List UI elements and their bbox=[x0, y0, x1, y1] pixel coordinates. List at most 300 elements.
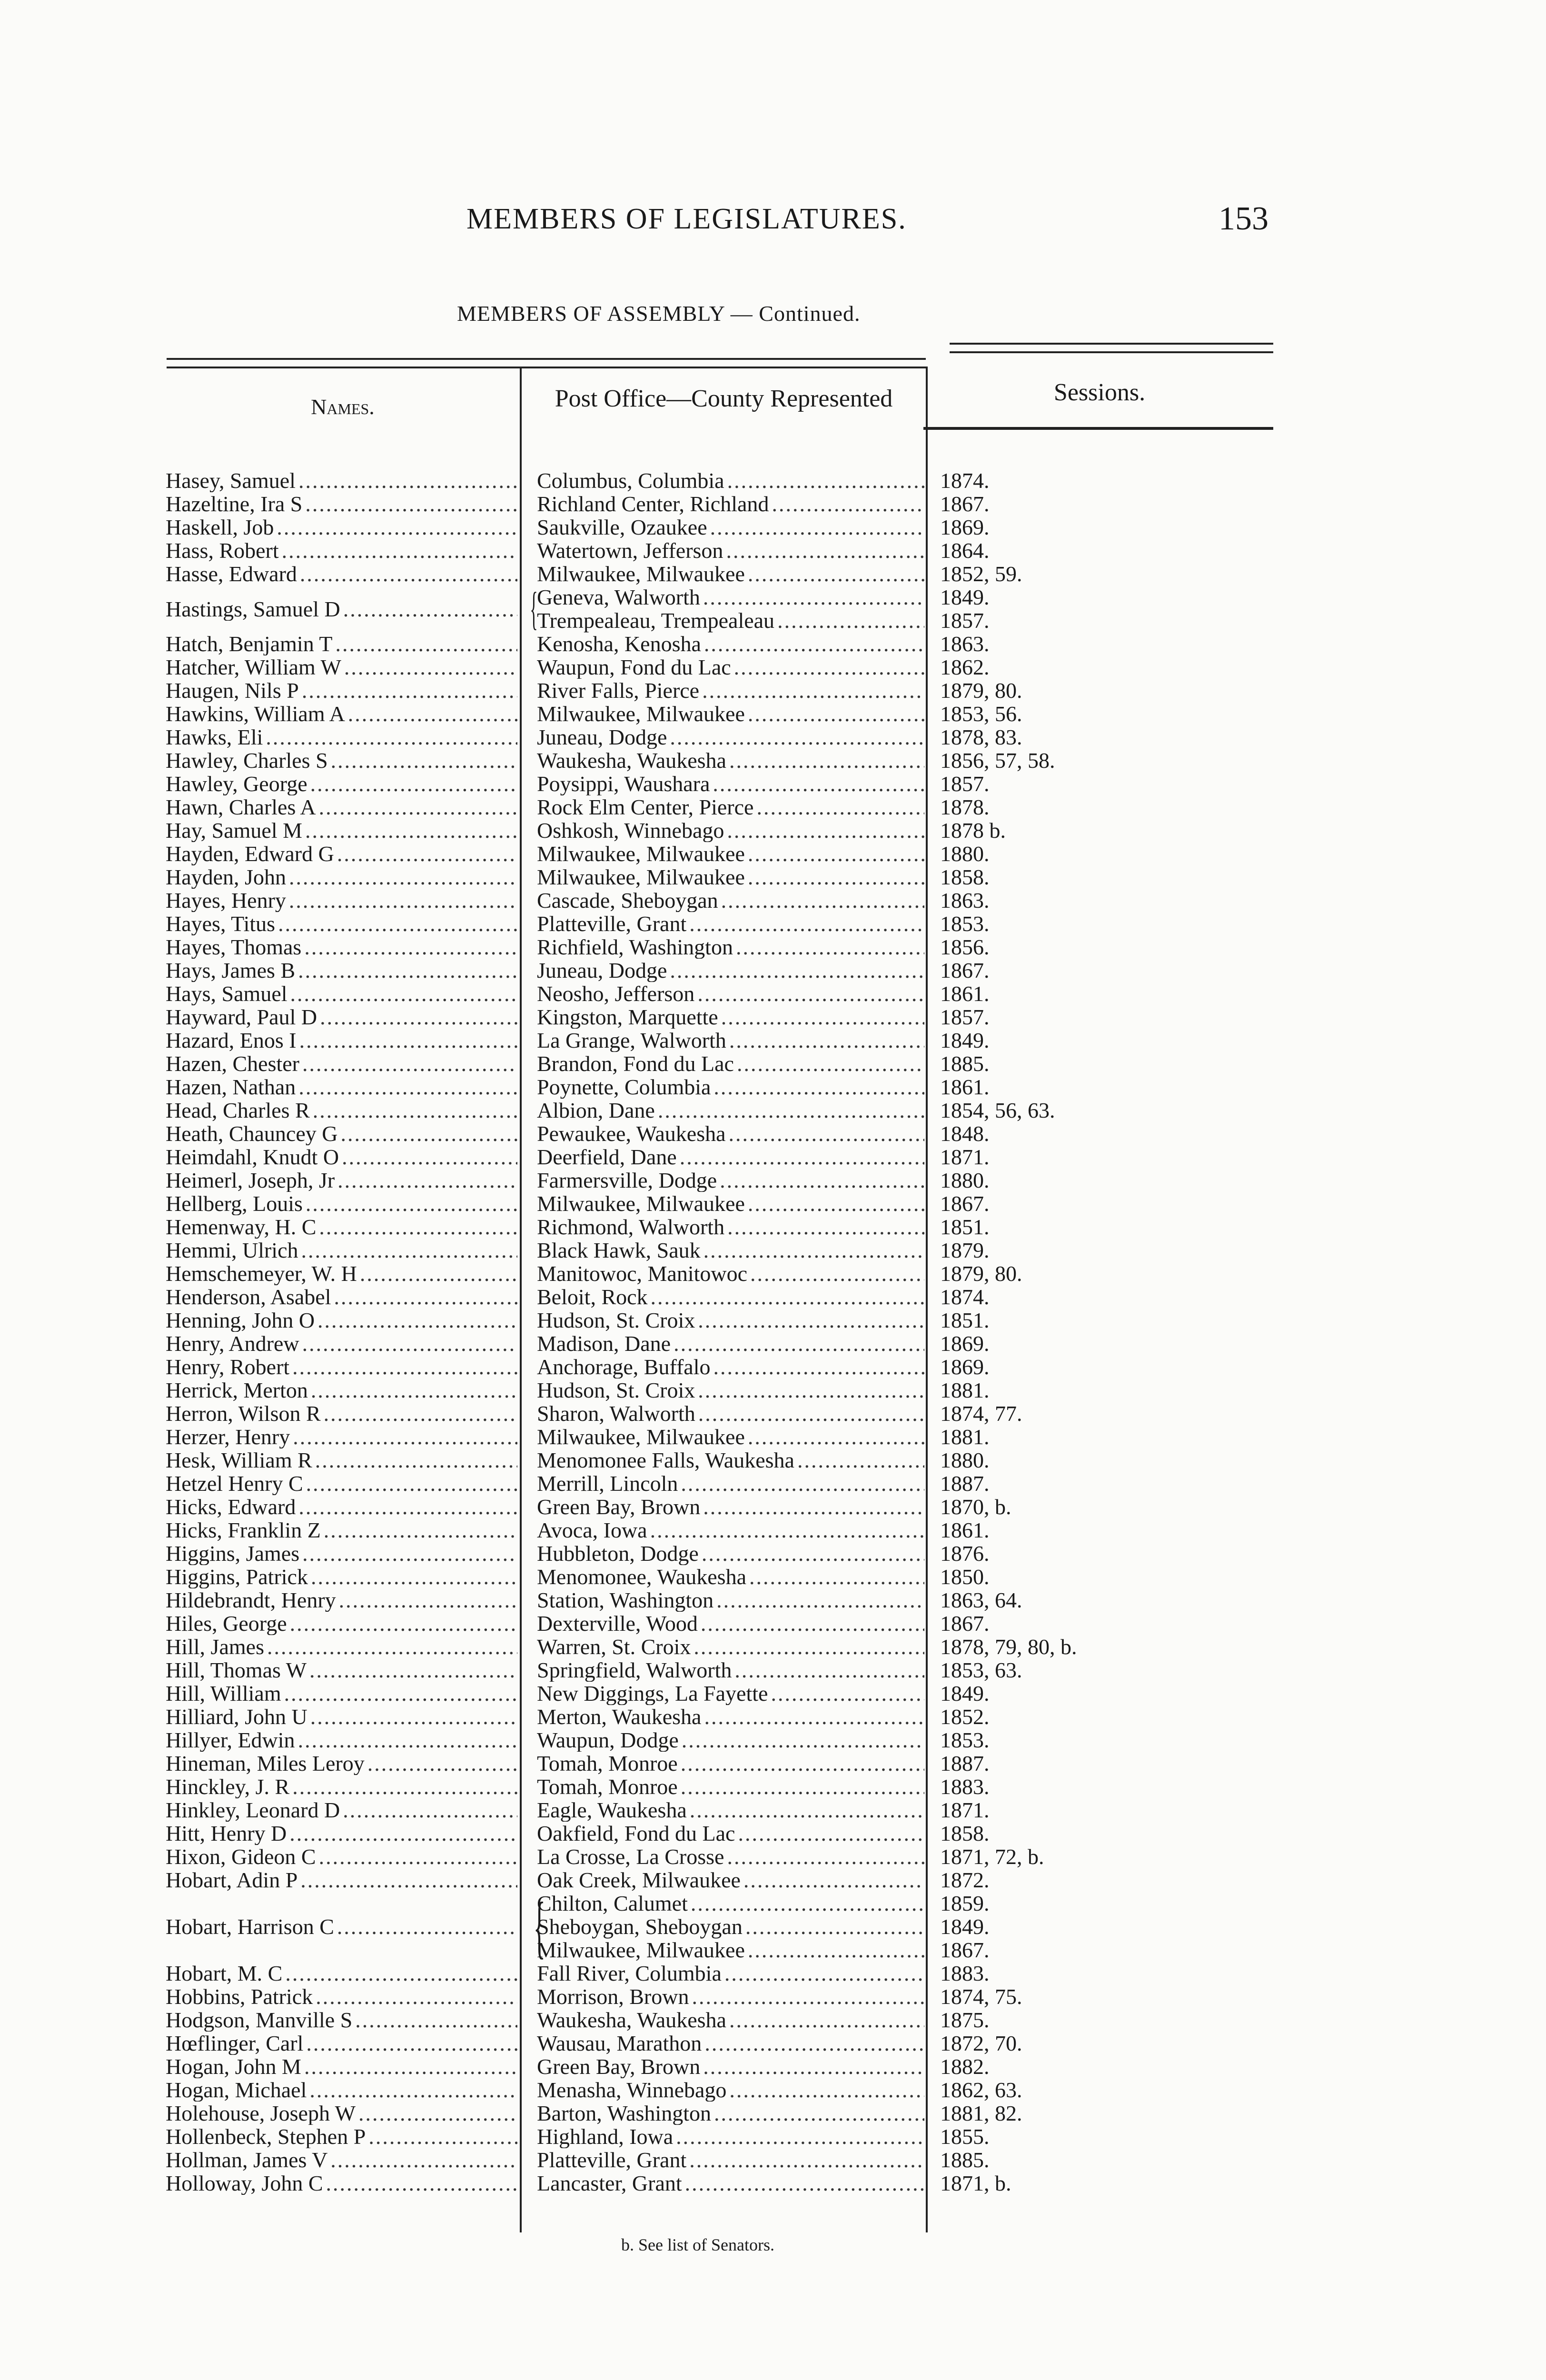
sessions-cell bbox=[940, 1169, 1178, 1192]
dot-leader bbox=[777, 609, 924, 632]
member-name-cell bbox=[166, 702, 520, 725]
dot-leader bbox=[676, 2125, 924, 2148]
sessions-cell bbox=[940, 585, 1178, 632]
column-header-post-office: Post Office—County Represented bbox=[555, 385, 893, 412]
post-office-county: Milwaukee, Milwaukee bbox=[537, 1938, 745, 1962]
post-office-cell bbox=[537, 1962, 927, 1985]
post-office-county: Saukville, Ozaukee bbox=[537, 516, 707, 539]
dot-leader bbox=[316, 1985, 517, 2008]
session-years: 1848. bbox=[940, 1122, 990, 1145]
member-name: Hazard, Enos I bbox=[166, 1029, 297, 1052]
dot-leader bbox=[337, 842, 517, 865]
dot-leader bbox=[284, 1682, 517, 1705]
sessions-cell bbox=[940, 935, 1178, 959]
member-name: Hinkley, Leonard D bbox=[166, 1798, 340, 1822]
sessions-cell bbox=[940, 1285, 1178, 1309]
post-office-cell bbox=[537, 865, 927, 889]
session-years: 1871, b. bbox=[940, 2172, 1011, 2195]
table-row bbox=[0, 1542, 1546, 1565]
grouping-brace: { bbox=[533, 1888, 545, 1965]
table-row bbox=[0, 469, 1546, 492]
post-office-county: Morrison, Brown bbox=[537, 1985, 689, 2008]
session-years: 1874. bbox=[940, 1285, 990, 1309]
dot-leader bbox=[681, 1472, 924, 1495]
member-name: Hayden, John bbox=[166, 865, 286, 889]
table-row bbox=[0, 1728, 1546, 1752]
member-name: Hitt, Henry D bbox=[166, 1822, 287, 1845]
session-years: 1887. bbox=[940, 1472, 990, 1495]
session-years: 1856. bbox=[940, 935, 990, 959]
post-office-cell bbox=[537, 2032, 927, 2055]
session-years: 1854, 56, 63. bbox=[940, 1099, 1055, 1122]
post-office-line bbox=[537, 469, 927, 492]
session-years: 1857. bbox=[940, 608, 990, 632]
dot-leader bbox=[729, 2078, 924, 2102]
top-double-rule-left bbox=[167, 358, 926, 368]
post-office-county: Farmersville, Dodge bbox=[537, 1169, 717, 1192]
post-office-county: Hudson, St. Croix bbox=[537, 1378, 695, 1402]
dot-leader bbox=[714, 2102, 924, 2125]
sessions-cell bbox=[940, 1845, 1178, 1868]
post-office-line bbox=[537, 1029, 927, 1052]
dot-leader bbox=[324, 1518, 517, 1542]
dot-leader bbox=[704, 1705, 924, 1728]
dot-leader bbox=[344, 655, 517, 679]
post-office-line bbox=[537, 1705, 927, 1728]
member-name: Heimdahl, Knudt O bbox=[166, 1145, 339, 1169]
post-office-county: Poysippi, Waushara bbox=[537, 772, 710, 795]
session-years: 1871, 72, b. bbox=[940, 1845, 1044, 1868]
post-office-cell bbox=[537, 516, 927, 539]
post-office-line bbox=[537, 982, 927, 1005]
sessions-cell bbox=[940, 469, 1178, 492]
post-office-county: Highland, Iowa bbox=[537, 2125, 674, 2148]
session-years: 1878 b. bbox=[940, 819, 1006, 842]
dot-leader bbox=[302, 1542, 517, 1565]
sessions-cell bbox=[940, 1145, 1178, 1169]
dot-leader bbox=[277, 516, 517, 539]
post-office-county: Richfield, Washington bbox=[537, 935, 733, 959]
table-row bbox=[0, 516, 1546, 539]
table-row bbox=[0, 2125, 1546, 2148]
member-name-cell bbox=[166, 562, 520, 585]
sessions-cell bbox=[940, 1075, 1178, 1099]
dot-leader bbox=[306, 2032, 517, 2055]
post-office-line bbox=[537, 1542, 927, 1565]
member-name-cell bbox=[166, 725, 520, 749]
session-years: 1851. bbox=[940, 1309, 990, 1332]
dot-leader bbox=[721, 1005, 924, 1029]
sessions-cell bbox=[940, 516, 1178, 539]
dot-leader bbox=[335, 632, 517, 655]
dot-leader bbox=[771, 1682, 924, 1705]
table-row bbox=[0, 1192, 1546, 1215]
session-years: 1855. bbox=[940, 2125, 990, 2148]
member-name: Hodgson, Manville S bbox=[166, 2008, 353, 2032]
member-name: Henning, John O bbox=[166, 1309, 315, 1332]
dot-leader bbox=[334, 1285, 517, 1309]
post-office-line bbox=[537, 1775, 927, 1798]
sessions-cell bbox=[940, 912, 1178, 935]
member-name-cell bbox=[166, 795, 520, 819]
post-office-county: Rock Elm Center, Pierce bbox=[537, 795, 754, 819]
post-office-county: Dexterville, Wood bbox=[537, 1612, 698, 1635]
member-name-cell bbox=[166, 1378, 520, 1402]
post-office-county: Hubbleton, Dodge bbox=[537, 1542, 699, 1565]
table-row bbox=[0, 1985, 1546, 2008]
sessions-cell bbox=[940, 842, 1178, 865]
post-office-line bbox=[537, 935, 927, 959]
dot-leader bbox=[689, 912, 924, 935]
sessions-cell bbox=[940, 2078, 1178, 2102]
post-office-county: Fall River, Columbia bbox=[537, 1962, 722, 1985]
dot-leader bbox=[300, 1868, 517, 1892]
dot-leader bbox=[674, 1332, 924, 1355]
post-office-line bbox=[537, 1845, 927, 1868]
table-row bbox=[0, 1565, 1546, 1588]
dot-leader bbox=[305, 819, 517, 842]
post-office-line bbox=[537, 2172, 927, 2195]
session-years: 1878, 83. bbox=[940, 725, 1022, 749]
post-office-cell bbox=[537, 749, 927, 772]
table-row bbox=[0, 1705, 1546, 1728]
table-row bbox=[0, 982, 1546, 1005]
member-name: Hazen, Nathan bbox=[166, 1075, 296, 1099]
post-office-cell bbox=[537, 1425, 927, 1448]
member-name: Hill, James bbox=[166, 1635, 264, 1658]
dot-leader bbox=[298, 959, 517, 982]
dot-leader bbox=[701, 1612, 924, 1635]
table-row bbox=[0, 1635, 1546, 1658]
post-office-county: Sheboygan, Sheboygan bbox=[537, 1914, 743, 1939]
sessions-cell bbox=[940, 2008, 1178, 2032]
dot-leader bbox=[267, 1635, 517, 1658]
post-office-cell bbox=[537, 1472, 927, 1495]
member-name: Herrick, Merton bbox=[166, 1378, 308, 1402]
member-name-cell bbox=[166, 889, 520, 912]
member-name-cell bbox=[166, 1775, 520, 1798]
post-office-cell bbox=[537, 959, 927, 982]
dot-leader bbox=[360, 1262, 517, 1285]
member-name-cell bbox=[166, 1285, 520, 1309]
dot-leader bbox=[756, 795, 924, 819]
sessions-cell bbox=[940, 795, 1178, 819]
post-office-county: Anchorage, Buffalo bbox=[537, 1355, 711, 1378]
dot-leader bbox=[293, 1425, 517, 1448]
member-name: Hayden, Edward G bbox=[166, 842, 334, 865]
post-office-cell bbox=[537, 2055, 927, 2078]
dot-leader bbox=[729, 749, 924, 772]
member-name-cell bbox=[166, 516, 520, 539]
sessions-cell bbox=[940, 2172, 1178, 2195]
sessions-cell bbox=[940, 1448, 1178, 1472]
post-office-county: Albion, Dane bbox=[537, 1099, 655, 1122]
member-name: Hayes, Thomas bbox=[166, 935, 302, 959]
table-row bbox=[0, 583, 1546, 635]
member-name-cell bbox=[166, 1472, 520, 1495]
dot-leader bbox=[716, 1588, 924, 1612]
post-office-cell bbox=[537, 1169, 927, 1192]
post-office-county: Deerfield, Dane bbox=[537, 1145, 677, 1169]
session-years: 1878, 79, 80, b. bbox=[940, 1635, 1077, 1658]
post-office-county: Sharon, Walworth bbox=[537, 1402, 695, 1425]
post-office-line bbox=[537, 1309, 927, 1332]
session-years: 1867. bbox=[940, 1192, 990, 1215]
member-name: Holloway, John C bbox=[166, 2172, 323, 2195]
sessions-cell bbox=[940, 1518, 1178, 1542]
dot-leader bbox=[743, 1868, 924, 1892]
dot-leader bbox=[302, 1332, 517, 1355]
member-name-cell bbox=[166, 1005, 520, 1029]
post-office-line bbox=[537, 1798, 927, 1822]
post-office-cell bbox=[537, 1215, 927, 1239]
post-office-cell bbox=[537, 1029, 927, 1052]
table-row bbox=[0, 1099, 1546, 1122]
dot-leader bbox=[748, 562, 924, 585]
post-office-line bbox=[537, 819, 927, 842]
member-name-cell bbox=[166, 469, 520, 492]
post-office-cell bbox=[537, 982, 927, 1005]
session-years: 1862, 63. bbox=[940, 2078, 1022, 2102]
table-row bbox=[0, 2172, 1546, 2195]
member-name: Hilliard, John U bbox=[166, 1705, 307, 1728]
session-years: 1862. bbox=[940, 655, 990, 679]
sessions-cell bbox=[940, 865, 1178, 889]
member-name-cell bbox=[166, 1635, 520, 1658]
post-office-county: Green Bay, Brown bbox=[537, 2055, 701, 2078]
member-name-cell bbox=[166, 1542, 520, 1565]
post-office-line bbox=[537, 1332, 927, 1355]
dot-leader bbox=[289, 865, 517, 889]
dot-leader bbox=[341, 1122, 518, 1145]
post-office-cell bbox=[537, 1402, 927, 1425]
table-row bbox=[0, 1775, 1546, 1798]
post-office-cell bbox=[537, 1868, 927, 1892]
sessions-cell bbox=[940, 492, 1178, 516]
member-name: Hobbins, Patrick bbox=[166, 1985, 313, 2008]
table-row bbox=[0, 1075, 1546, 1099]
sessions-cell bbox=[940, 1402, 1178, 1425]
post-office-line bbox=[537, 1262, 927, 1285]
post-office-cell bbox=[530, 583, 927, 635]
member-name: Hineman, Miles Leroy bbox=[166, 1752, 365, 1775]
member-name-cell bbox=[166, 1682, 520, 1705]
dot-leader bbox=[698, 1378, 924, 1402]
session-years: 1872. bbox=[940, 1868, 990, 1892]
post-office-line bbox=[537, 1378, 927, 1402]
post-office-cell bbox=[537, 1658, 927, 1682]
session-years: 1856, 57, 58. bbox=[940, 749, 1055, 772]
dot-leader bbox=[301, 1239, 518, 1262]
session-years: 1852. bbox=[940, 1705, 990, 1728]
table-row bbox=[0, 1122, 1546, 1145]
member-name-cell bbox=[166, 1169, 520, 1192]
dot-leader bbox=[697, 982, 924, 1005]
post-office-county: Lancaster, Grant bbox=[537, 2172, 682, 2195]
session-years: 1874. bbox=[940, 469, 990, 492]
table-row bbox=[0, 1355, 1546, 1378]
member-name-cell bbox=[166, 1355, 520, 1378]
post-office-cell bbox=[537, 842, 927, 865]
post-office-county: Geneva, Walworth bbox=[537, 585, 700, 609]
member-name: Hiles, George bbox=[166, 1612, 287, 1635]
member-name: Hawks, Eli bbox=[166, 725, 263, 749]
member-name: Higgins, James bbox=[166, 1542, 300, 1565]
dot-leader bbox=[315, 1448, 517, 1472]
member-name-cell bbox=[166, 1099, 520, 1122]
member-name-cell bbox=[166, 1612, 520, 1635]
post-office-line bbox=[537, 1052, 927, 1075]
post-office-line bbox=[537, 1075, 927, 1099]
post-office-line bbox=[537, 679, 927, 702]
post-office-line bbox=[537, 1355, 927, 1378]
sessions-cell bbox=[940, 1892, 1178, 1962]
table-row bbox=[0, 1169, 1546, 1192]
session-years: 1867. bbox=[940, 959, 990, 982]
post-office-county: Waukesha, Waukesha bbox=[537, 2008, 726, 2032]
dot-leader bbox=[685, 2172, 924, 2195]
session-years: 1871. bbox=[940, 1798, 990, 1822]
session-years: 1870, b. bbox=[940, 1495, 1011, 1518]
dot-leader bbox=[319, 1215, 517, 1239]
post-office-line bbox=[537, 1518, 927, 1542]
post-office-cell bbox=[537, 1612, 927, 1635]
sessions-cell bbox=[940, 1822, 1178, 1845]
sessions-cell bbox=[940, 1122, 1178, 1145]
member-name: Hays, James B bbox=[166, 959, 296, 982]
post-office-cell bbox=[537, 1565, 927, 1588]
post-office-cell bbox=[537, 772, 927, 795]
post-office-cell bbox=[537, 1192, 927, 1215]
session-years: 1858. bbox=[940, 865, 990, 889]
post-office-cell bbox=[537, 1239, 927, 1262]
member-name-cell bbox=[166, 1495, 520, 1518]
dot-leader bbox=[748, 1425, 924, 1448]
session-years: 1880. bbox=[940, 1448, 990, 1472]
table-row bbox=[0, 679, 1546, 702]
table-row bbox=[0, 865, 1546, 889]
post-office-cell bbox=[537, 1798, 927, 1822]
sessions-cell bbox=[940, 772, 1178, 795]
dot-leader bbox=[681, 1752, 924, 1775]
post-office-county: Merton, Waukesha bbox=[537, 1705, 702, 1728]
post-office-line bbox=[537, 1658, 927, 1682]
member-name: Hatch, Benjamin T bbox=[166, 632, 333, 655]
dot-leader bbox=[339, 1588, 517, 1612]
post-office-county: Kenosha, Kenosha bbox=[537, 632, 701, 655]
post-office-cell bbox=[537, 1775, 927, 1798]
member-name: Hetzel Henry C bbox=[166, 1472, 303, 1495]
post-office-county: Trempealeau, Trempealeau bbox=[537, 608, 775, 633]
post-office-county: Merrill, Lincoln bbox=[537, 1472, 678, 1495]
dot-leader bbox=[702, 1542, 924, 1565]
table-row bbox=[0, 1682, 1546, 1705]
table-row bbox=[0, 702, 1546, 725]
sessions-cell bbox=[940, 725, 1178, 749]
post-office-cell bbox=[537, 1705, 927, 1728]
post-office-cell bbox=[537, 819, 927, 842]
dot-leader bbox=[330, 2148, 517, 2172]
dot-leader bbox=[703, 585, 924, 609]
dot-leader bbox=[368, 2125, 517, 2148]
dot-leader bbox=[691, 1892, 924, 1915]
post-office-line bbox=[537, 516, 927, 539]
member-name-cell bbox=[166, 655, 520, 679]
post-office-cell bbox=[537, 1518, 927, 1542]
sessions-cell bbox=[940, 1658, 1178, 1682]
sessions-cell bbox=[940, 959, 1178, 982]
session-years: 1882. bbox=[940, 2055, 990, 2078]
dot-leader bbox=[298, 1728, 517, 1752]
table-row bbox=[0, 1029, 1546, 1052]
post-office-cell bbox=[537, 1355, 927, 1378]
member-name-cell bbox=[166, 1658, 520, 1682]
post-office-line bbox=[537, 2125, 927, 2148]
post-office-cell bbox=[537, 2148, 927, 2172]
member-name: Hayes, Henry bbox=[166, 889, 286, 912]
post-office-line bbox=[537, 1239, 927, 1262]
post-office-line bbox=[537, 1752, 927, 1775]
dot-leader bbox=[310, 1705, 517, 1728]
post-office-county: Richmond, Walworth bbox=[537, 1215, 725, 1239]
post-office-county: Oak Creek, Milwaukee bbox=[537, 1868, 741, 1892]
session-years: 1858. bbox=[940, 1822, 990, 1845]
post-office-line bbox=[537, 562, 927, 585]
session-years: 1849. bbox=[940, 1914, 990, 1939]
dot-leader bbox=[309, 1658, 517, 1682]
table-row bbox=[0, 1052, 1546, 1075]
post-office-cell bbox=[537, 1495, 927, 1518]
dot-leader bbox=[680, 1145, 924, 1169]
member-name: Herzer, Henry bbox=[166, 1425, 290, 1448]
post-office-cell bbox=[537, 1122, 927, 1145]
session-years: 1881. bbox=[940, 1378, 990, 1402]
post-office-cell bbox=[537, 1682, 927, 1705]
member-name-cell bbox=[166, 912, 520, 935]
column-header-sessions: Sessions. bbox=[1053, 379, 1146, 406]
post-office-line bbox=[537, 1215, 927, 1239]
post-office-county: New Diggings, La Fayette bbox=[537, 1682, 768, 1705]
member-name-cell bbox=[166, 1985, 520, 2008]
sessions-cell bbox=[940, 2148, 1178, 2172]
post-office-cell bbox=[537, 1752, 927, 1775]
dot-leader bbox=[721, 889, 924, 912]
sessions-cell bbox=[940, 889, 1178, 912]
table-row bbox=[0, 492, 1546, 516]
table-row bbox=[0, 912, 1546, 935]
session-years: 1881, 82. bbox=[940, 2102, 1022, 2125]
post-office-county: Chilton, Calumet bbox=[537, 1891, 688, 1915]
member-name-cell bbox=[166, 982, 520, 1005]
post-office-county: Columbus, Columbia bbox=[537, 469, 724, 492]
dot-leader bbox=[324, 1402, 517, 1425]
post-office-line bbox=[537, 795, 927, 819]
post-office-line bbox=[537, 1892, 927, 1915]
dot-leader bbox=[337, 1169, 517, 1192]
sessions-cell bbox=[940, 1029, 1178, 1052]
member-name: Heath, Chauncey G bbox=[166, 1122, 338, 1145]
post-office-county: Poynette, Columbia bbox=[537, 1075, 711, 1099]
post-office-cell bbox=[537, 679, 927, 702]
dot-leader bbox=[278, 912, 517, 935]
post-office-county: Milwaukee, Milwaukee bbox=[537, 1192, 745, 1215]
post-office-line bbox=[537, 912, 927, 935]
member-name-cell bbox=[166, 819, 520, 842]
post-office-line bbox=[537, 865, 927, 889]
member-name: Hollman, James V bbox=[166, 2148, 328, 2172]
post-office-county: Neosho, Jefferson bbox=[537, 982, 695, 1005]
sessions-cell bbox=[940, 1262, 1178, 1285]
